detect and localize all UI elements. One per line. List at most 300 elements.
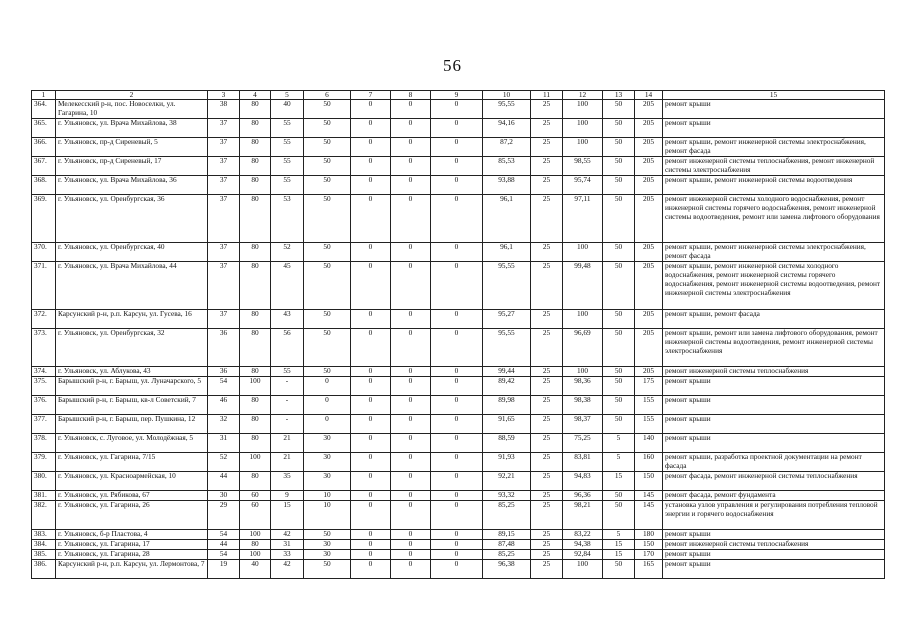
value-cell: 94,16 — [483, 119, 531, 138]
value-cell: 60 — [240, 491, 271, 501]
value-cell: 0 — [391, 262, 431, 310]
address-cell: г. Ульяновск, ул. Красноармейская, 10 — [56, 472, 208, 491]
value-cell: 0 — [431, 377, 483, 396]
value-cell: 25 — [531, 377, 563, 396]
value-cell: 96,69 — [563, 329, 603, 367]
works-cell: ремонт крыши, ремонт или замена лифтового оборудования, ремонт инженерной системы водоотведения, ремонт инженерной системы электроснабжения — [663, 329, 885, 367]
total-cell: 155 — [635, 396, 663, 415]
value-cell: 19 — [208, 560, 240, 579]
column-number-cell: 3 — [208, 91, 240, 100]
row-number: 380. — [32, 472, 56, 491]
value-cell: 0 — [431, 540, 483, 550]
total-cell: 205 — [635, 329, 663, 367]
value-cell: 0 — [351, 540, 391, 550]
value-cell: 98,55 — [563, 157, 603, 176]
value-cell: 100 — [563, 310, 603, 329]
total-cell: 160 — [635, 453, 663, 472]
value-cell: 80 — [240, 415, 271, 434]
value-cell: 25 — [531, 195, 563, 243]
value-cell: 0 — [431, 415, 483, 434]
value-cell: 0 — [304, 415, 351, 434]
value-cell: 0 — [391, 367, 431, 377]
works-cell: ремонт крыши — [663, 377, 885, 396]
column-number-cell: 13 — [603, 91, 635, 100]
total-cell: 205 — [635, 243, 663, 262]
table-row — [32, 453, 885, 472]
value-cell: 50 — [603, 560, 635, 579]
value-cell: 50 — [603, 415, 635, 434]
value-cell: 25 — [531, 262, 563, 310]
total-cell: 180 — [635, 530, 663, 540]
value-cell: 5 — [603, 530, 635, 540]
value-cell: 85,25 — [483, 501, 531, 530]
value-cell: 25 — [531, 396, 563, 415]
value-cell: 50 — [304, 100, 351, 119]
value-cell: 0 — [351, 501, 391, 530]
value-cell: 0 — [391, 530, 431, 540]
value-cell: 30 — [304, 550, 351, 560]
row-number: 369. — [32, 195, 56, 243]
value-cell: 50 — [603, 176, 635, 195]
value-cell: 98,38 — [563, 396, 603, 415]
value-cell: 50 — [304, 560, 351, 579]
row-number: 386. — [32, 560, 56, 579]
column-number-cell: 12 — [563, 91, 603, 100]
address-cell: г. Ульяновск, ул. Рябикова, 67 — [56, 491, 208, 501]
value-cell: 37 — [208, 176, 240, 195]
value-cell: 54 — [208, 550, 240, 560]
value-cell: 0 — [351, 119, 391, 138]
value-cell: 50 — [603, 195, 635, 243]
value-cell: 50 — [603, 262, 635, 310]
address-cell: г. Ульяновск, ул. Врача Михайлова, 44 — [56, 262, 208, 310]
value-cell: 30 — [304, 540, 351, 550]
value-cell: 0 — [391, 491, 431, 501]
value-cell: 0 — [351, 243, 391, 262]
value-cell: 52 — [208, 453, 240, 472]
value-cell: 80 — [240, 195, 271, 243]
column-number-cell: 2 — [56, 91, 208, 100]
total-cell: 205 — [635, 100, 663, 119]
value-cell: 37 — [208, 243, 240, 262]
value-cell: 89,98 — [483, 396, 531, 415]
value-cell: 25 — [531, 550, 563, 560]
value-cell: 0 — [391, 195, 431, 243]
value-cell: 30 — [304, 453, 351, 472]
row-number: 381. — [32, 491, 56, 501]
row-number: 375. — [32, 377, 56, 396]
value-cell: 50 — [304, 530, 351, 540]
value-cell: 100 — [563, 243, 603, 262]
value-cell: 50 — [603, 119, 635, 138]
address-cell: г. Ульяновск, ул. Врача Михайлова, 38 — [56, 119, 208, 138]
value-cell: 0 — [351, 310, 391, 329]
column-number-cell: 11 — [531, 91, 563, 100]
value-cell: 10 — [304, 491, 351, 501]
value-cell: 50 — [603, 138, 635, 157]
value-cell: 15 — [603, 472, 635, 491]
row-number: 365. — [32, 119, 56, 138]
value-cell: 37 — [208, 119, 240, 138]
value-cell: 89,15 — [483, 530, 531, 540]
total-cell: 145 — [635, 501, 663, 530]
value-cell: 87,2 — [483, 138, 531, 157]
table-row — [32, 491, 885, 501]
row-number: 373. — [32, 329, 56, 367]
value-cell: 30 — [208, 491, 240, 501]
column-number-cell: 15 — [663, 91, 885, 100]
value-cell: 15 — [271, 501, 304, 530]
value-cell: 25 — [531, 491, 563, 501]
column-number-cell: 7 — [351, 91, 391, 100]
value-cell: 25 — [531, 415, 563, 434]
works-cell: ремонт фасада, ремонт фундамента — [663, 491, 885, 501]
value-cell: 0 — [391, 119, 431, 138]
value-cell: 0 — [304, 377, 351, 396]
value-cell: 0 — [431, 262, 483, 310]
value-cell: 0 — [391, 560, 431, 579]
row-number: 385. — [32, 550, 56, 560]
value-cell: 0 — [391, 310, 431, 329]
value-cell: 100 — [240, 453, 271, 472]
value-cell: 25 — [531, 329, 563, 367]
works-cell: ремонт крыши, ремонт инженерной системы электроснабжения, ремонт фасада — [663, 243, 885, 262]
table-row — [32, 377, 885, 396]
total-cell: 205 — [635, 176, 663, 195]
table-row — [32, 100, 885, 119]
row-number: 382. — [32, 501, 56, 530]
table-row — [32, 472, 885, 491]
value-cell: 0 — [431, 100, 483, 119]
row-number: 366. — [32, 138, 56, 157]
column-number-row — [32, 91, 885, 100]
row-number: 377. — [32, 415, 56, 434]
value-cell: 5 — [603, 434, 635, 453]
value-cell: 36 — [208, 329, 240, 367]
column-number-cell: 9 — [431, 91, 483, 100]
total-cell: 205 — [635, 367, 663, 377]
table-row — [32, 195, 885, 243]
value-cell: 29 — [208, 501, 240, 530]
row-number: 370. — [32, 243, 56, 262]
total-cell: 205 — [635, 157, 663, 176]
value-cell: 21 — [271, 453, 304, 472]
value-cell: 80 — [240, 262, 271, 310]
value-cell: 0 — [391, 138, 431, 157]
value-cell: 0 — [431, 396, 483, 415]
value-cell: 30 — [304, 434, 351, 453]
works-cell: ремонт крыши — [663, 396, 885, 415]
row-number: 368. — [32, 176, 56, 195]
table-row — [32, 119, 885, 138]
value-cell: 0 — [391, 377, 431, 396]
value-cell: 0 — [351, 262, 391, 310]
value-cell: 55 — [271, 119, 304, 138]
value-cell: 75,25 — [563, 434, 603, 453]
value-cell: - — [271, 415, 304, 434]
value-cell: 55 — [271, 176, 304, 195]
value-cell: 0 — [351, 157, 391, 176]
total-cell: 165 — [635, 560, 663, 579]
value-cell: 92,21 — [483, 472, 531, 491]
works-cell: ремонт крыши — [663, 434, 885, 453]
value-cell: 50 — [304, 176, 351, 195]
value-cell: 44 — [208, 540, 240, 550]
address-cell: г. Ульяновск, ул. Врача Михайлова, 36 — [56, 176, 208, 195]
value-cell: 40 — [271, 100, 304, 119]
value-cell: 80 — [240, 138, 271, 157]
table-row — [32, 560, 885, 579]
table-row — [32, 176, 885, 195]
value-cell: 0 — [391, 100, 431, 119]
value-cell: 0 — [431, 138, 483, 157]
value-cell: 21 — [271, 434, 304, 453]
value-cell: 50 — [304, 329, 351, 367]
value-cell: 0 — [431, 453, 483, 472]
table-row — [32, 367, 885, 377]
column-number-cell: 6 — [304, 91, 351, 100]
value-cell: 100 — [563, 100, 603, 119]
value-cell: 0 — [391, 550, 431, 560]
column-number-cell: 4 — [240, 91, 271, 100]
address-cell: Карсунский р-н, р.п. Карсун, ул. Гусева, 16 — [56, 310, 208, 329]
address-cell: г. Ульяновск, с. Луговое, ул. Молодёжная, 5 — [56, 434, 208, 453]
value-cell: 0 — [351, 377, 391, 396]
table-row — [32, 530, 885, 540]
value-cell: 0 — [391, 396, 431, 415]
value-cell: 25 — [531, 434, 563, 453]
address-cell: г. Ульяновск, ул. Гагарина, 17 — [56, 540, 208, 550]
table-row — [32, 138, 885, 157]
value-cell: 42 — [271, 530, 304, 540]
table-row — [32, 540, 885, 550]
value-cell: 50 — [603, 100, 635, 119]
value-cell: 94,83 — [563, 472, 603, 491]
value-cell: 96,1 — [483, 243, 531, 262]
value-cell: 0 — [351, 530, 391, 540]
value-cell: 54 — [208, 530, 240, 540]
row-number: 364. — [32, 100, 56, 119]
value-cell: 100 — [240, 550, 271, 560]
value-cell: 80 — [240, 176, 271, 195]
table-row — [32, 415, 885, 434]
value-cell: 60 — [240, 501, 271, 530]
value-cell: 50 — [304, 243, 351, 262]
value-cell: 25 — [531, 560, 563, 579]
value-cell: 55 — [271, 367, 304, 377]
value-cell: 25 — [531, 530, 563, 540]
works-cell: установка узлов управления и регулирования потребления тепловой энергии и горячего водоснабжения — [663, 501, 885, 530]
table-row — [32, 550, 885, 560]
value-cell: 93,32 — [483, 491, 531, 501]
value-cell: 85,25 — [483, 550, 531, 560]
table-row — [32, 329, 885, 367]
column-number-cell: 8 — [391, 91, 431, 100]
value-cell: 25 — [531, 243, 563, 262]
value-cell: 0 — [431, 560, 483, 579]
value-cell: 36 — [208, 367, 240, 377]
value-cell: 50 — [603, 491, 635, 501]
value-cell: 37 — [208, 157, 240, 176]
value-cell: 80 — [240, 119, 271, 138]
value-cell: - — [271, 377, 304, 396]
value-cell: 0 — [351, 100, 391, 119]
address-cell: Карсунский р-н, р.п. Карсун, ул. Лермонтова, 7 — [56, 560, 208, 579]
column-number-cell: 10 — [483, 91, 531, 100]
value-cell: 25 — [531, 310, 563, 329]
value-cell: 0 — [431, 501, 483, 530]
value-cell: 80 — [240, 367, 271, 377]
value-cell: 37 — [208, 262, 240, 310]
value-cell: 95,74 — [563, 176, 603, 195]
address-cell: г. Ульяновск, ул. Гагарина, 26 — [56, 501, 208, 530]
value-cell: 46 — [208, 396, 240, 415]
value-cell: 95,27 — [483, 310, 531, 329]
value-cell: 0 — [391, 176, 431, 195]
row-number: 383. — [32, 530, 56, 540]
value-cell: 95,55 — [483, 262, 531, 310]
value-cell: 25 — [531, 119, 563, 138]
value-cell: 83,81 — [563, 453, 603, 472]
address-cell: г. Ульяновск, пр-д Сиреневый, 17 — [56, 157, 208, 176]
value-cell: 33 — [271, 550, 304, 560]
total-cell: 205 — [635, 119, 663, 138]
value-cell: 45 — [271, 262, 304, 310]
value-cell: 50 — [603, 157, 635, 176]
address-cell: Барышский р-н, г. Барыш, пер. Пушкина, 12 — [56, 415, 208, 434]
value-cell: 0 — [391, 415, 431, 434]
value-cell: 0 — [391, 540, 431, 550]
total-cell: 205 — [635, 138, 663, 157]
value-cell: 0 — [351, 195, 391, 243]
value-cell: 40 — [240, 560, 271, 579]
value-cell: 98,37 — [563, 415, 603, 434]
value-cell: 25 — [531, 540, 563, 550]
total-cell: 155 — [635, 415, 663, 434]
value-cell: 30 — [304, 472, 351, 491]
value-cell: 80 — [240, 434, 271, 453]
value-cell: 50 — [603, 396, 635, 415]
value-cell: 92,84 — [563, 550, 603, 560]
value-cell: 37 — [208, 310, 240, 329]
total-cell: 145 — [635, 491, 663, 501]
value-cell: 0 — [431, 550, 483, 560]
value-cell: 0 — [431, 157, 483, 176]
value-cell: 25 — [531, 367, 563, 377]
value-cell: 25 — [531, 472, 563, 491]
value-cell: 0 — [431, 195, 483, 243]
value-cell: 50 — [304, 262, 351, 310]
value-cell: 38 — [208, 100, 240, 119]
works-cell: ремонт инженерной системы холодного водоснабжения, ремонт инженерной системы горячего водоснабжения, ремонт инженерной системы водоотведения, ремонт или замена лифтового оборудования — [663, 195, 885, 243]
value-cell: 0 — [431, 367, 483, 377]
address-cell: Барышский р-н, г. Барыш, ул. Луначарского, 5 — [56, 377, 208, 396]
address-cell: г. Ульяновск, пр-д Сиреневый, 5 — [56, 138, 208, 157]
works-cell: ремонт фасада, ремонт инженерной системы теплоснабжения — [663, 472, 885, 491]
table-row — [32, 310, 885, 329]
value-cell: 44 — [208, 472, 240, 491]
value-cell: 0 — [391, 501, 431, 530]
value-cell: 0 — [351, 434, 391, 453]
value-cell: 25 — [531, 501, 563, 530]
repair-register-table — [31, 90, 885, 579]
total-cell: 150 — [635, 540, 663, 550]
total-cell: 205 — [635, 262, 663, 310]
value-cell: 0 — [351, 560, 391, 579]
works-cell: ремонт крыши, ремонт инженерной системы холодного водоснабжения, ремонт инженерной системы горячего водоснабжения, ремонт инженерной системы водоотведения, ремонт инженерной системы электроснабжения — [663, 262, 885, 310]
value-cell: 55 — [271, 138, 304, 157]
total-cell: 205 — [635, 195, 663, 243]
value-cell: 50 — [304, 138, 351, 157]
works-cell: ремонт инженерной системы теплоснабжения, ремонт инженерной системы электроснабжения — [663, 157, 885, 176]
value-cell: 31 — [208, 434, 240, 453]
works-cell: ремонт крыши, ремонт фасада — [663, 310, 885, 329]
column-number-cell: 5 — [271, 91, 304, 100]
value-cell: 0 — [304, 396, 351, 415]
value-cell: 10 — [304, 501, 351, 530]
value-cell: 85,53 — [483, 157, 531, 176]
table-row — [32, 396, 885, 415]
row-number: 372. — [32, 310, 56, 329]
value-cell: 25 — [531, 157, 563, 176]
value-cell: 50 — [304, 119, 351, 138]
value-cell: 0 — [391, 243, 431, 262]
value-cell: 87,48 — [483, 540, 531, 550]
value-cell: 0 — [351, 472, 391, 491]
value-cell: 80 — [240, 157, 271, 176]
value-cell: 43 — [271, 310, 304, 329]
works-cell: ремонт крыши — [663, 530, 885, 540]
row-number: 371. — [32, 262, 56, 310]
value-cell: 98,36 — [563, 377, 603, 396]
value-cell: 32 — [208, 415, 240, 434]
row-number: 376. — [32, 396, 56, 415]
value-cell: 0 — [431, 310, 483, 329]
total-cell: 140 — [635, 434, 663, 453]
value-cell: 25 — [531, 453, 563, 472]
value-cell: 5 — [603, 453, 635, 472]
works-cell: ремонт крыши, разработка проектной документации на ремонт фасада — [663, 453, 885, 472]
value-cell: 0 — [431, 329, 483, 367]
value-cell: 0 — [351, 453, 391, 472]
value-cell: 52 — [271, 243, 304, 262]
value-cell: 96,38 — [483, 560, 531, 579]
value-cell: 96,1 — [483, 195, 531, 243]
value-cell: 15 — [603, 540, 635, 550]
works-cell: ремонт крыши — [663, 415, 885, 434]
value-cell: 0 — [351, 367, 391, 377]
value-cell: 80 — [240, 243, 271, 262]
value-cell: 98,21 — [563, 501, 603, 530]
total-cell: 175 — [635, 377, 663, 396]
value-cell: 96,36 — [563, 491, 603, 501]
value-cell: 50 — [304, 195, 351, 243]
value-cell: - — [271, 396, 304, 415]
value-cell: 0 — [351, 176, 391, 195]
value-cell: 0 — [431, 491, 483, 501]
column-number-cell: 14 — [635, 91, 663, 100]
value-cell: 42 — [271, 560, 304, 579]
value-cell: 100 — [563, 560, 603, 579]
value-cell: 95,55 — [483, 100, 531, 119]
address-cell: г. Ульяновск, ул. Аблукова, 43 — [56, 367, 208, 377]
value-cell: 0 — [431, 176, 483, 195]
value-cell: 0 — [391, 472, 431, 491]
table-row — [32, 262, 885, 310]
value-cell: 88,59 — [483, 434, 531, 453]
works-cell: ремонт крыши — [663, 100, 885, 119]
address-cell: г. Ульяновск, ул. Оренбургская, 32 — [56, 329, 208, 367]
